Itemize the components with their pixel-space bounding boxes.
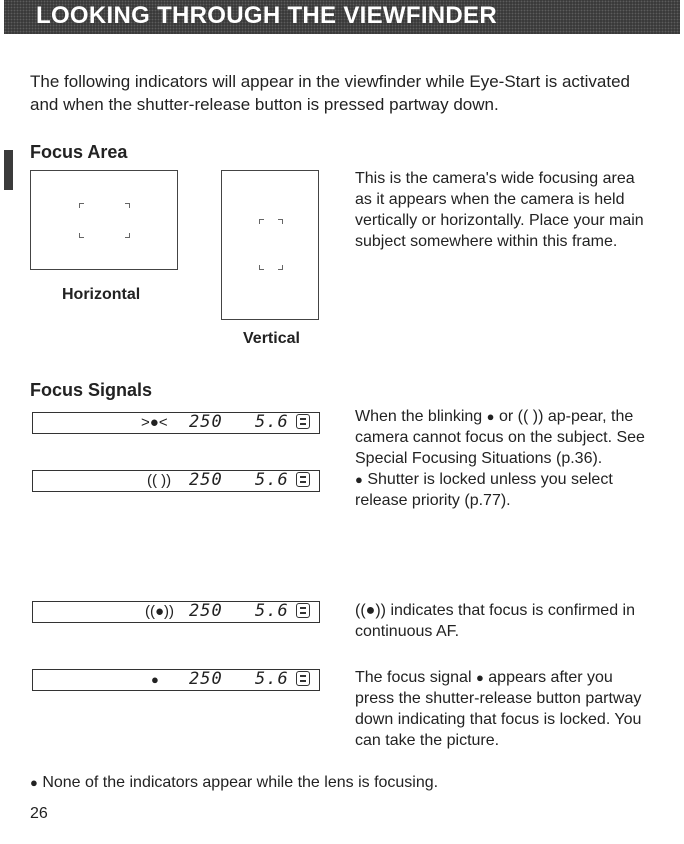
footnote-text: None of the indicators appear while the lens is focusing. xyxy=(42,774,439,791)
shutter-speed-readout: 250 xyxy=(189,412,223,432)
blink-text-2: ap-pear, the camera cannot focus on the subject. See Special Focusing Situations (p.36). xyxy=(355,408,645,467)
display-end-cap xyxy=(316,672,320,688)
shutter-speed-readout: 250 xyxy=(189,470,223,490)
horizontal-frame-diagram xyxy=(30,170,178,270)
horizontal-caption: Horizontal xyxy=(62,286,141,303)
blinking-focus-dot-icon: >●< xyxy=(141,414,168,431)
focus-confirmed-continuous-icon: ((●)) xyxy=(145,603,175,620)
af-area-corner xyxy=(79,203,84,208)
af-area-corner xyxy=(278,265,283,270)
footnote xyxy=(30,774,438,792)
shutter-locked-note: Shutter is locked unless you select release priority (p.77). xyxy=(355,471,613,509)
af-area-corner xyxy=(259,265,264,270)
af-area-corner xyxy=(259,219,264,224)
signal-text-1: The focus signal xyxy=(355,669,472,686)
aperture-readout: 5.6 xyxy=(255,601,289,621)
aperture-readout: 5.6 xyxy=(255,412,289,432)
page-number: 26 xyxy=(30,805,48,822)
brackets-icon: (( )) xyxy=(517,408,544,425)
signal-text-2: appears after you press the shutter-release button partway down indicating that focus is locked. You can take the picture. xyxy=(355,669,642,749)
af-area-corner xyxy=(79,233,84,238)
aperture-readout: 5.6 xyxy=(255,470,289,490)
bullet-icon: ● xyxy=(30,775,38,790)
shutter-speed-readout: 250 xyxy=(189,601,223,621)
metering-mode-icon xyxy=(296,414,310,429)
focus-signal-description xyxy=(355,667,650,751)
continuous-af-description xyxy=(355,600,650,642)
blinking-signal-description xyxy=(355,406,650,511)
focus-dot-icon: ● xyxy=(486,409,495,424)
af-area-corner xyxy=(125,233,130,238)
display-end-cap xyxy=(316,604,320,620)
blink-text-or: or xyxy=(498,408,514,425)
viewfinder-display xyxy=(32,601,320,623)
continuous-text: indicates that focus is confirmed in continuous AF. xyxy=(355,602,635,640)
focus-signals-heading: Focus Signals xyxy=(30,380,153,400)
page-title: LOOKING THROUGH THE VIEWFINDER xyxy=(36,2,497,29)
focus-dot-icon: ● xyxy=(151,672,159,687)
metering-mode-icon xyxy=(296,671,310,686)
af-area-corner xyxy=(278,219,283,224)
section-marker xyxy=(4,150,13,190)
blink-text-1: When the blinking xyxy=(355,408,483,425)
af-area-corner xyxy=(125,203,130,208)
blinking-brackets-icon: (( )) xyxy=(147,472,172,489)
ring-dot-icon: ((●)) xyxy=(355,602,386,619)
viewfinder-display xyxy=(32,470,320,492)
vertical-caption: Vertical xyxy=(243,330,300,347)
aperture-readout: 5.6 xyxy=(255,669,289,689)
vertical-frame-diagram xyxy=(221,170,319,320)
viewfinder-display xyxy=(32,669,320,691)
metering-mode-icon xyxy=(296,472,310,487)
bullet-icon: ● xyxy=(355,472,363,487)
focus-area-description: This is the camera's wide focusing area as it appears when the camera is held vertically or horizontally. Place your main subject somewhere within this frame. xyxy=(355,170,644,250)
intro-paragraph: The following indicators will appear in the viewfinder while Eye-Start is activated and when the shutter-release button is pressed partway down. xyxy=(30,72,631,114)
focus-dot-icon: ● xyxy=(475,670,484,685)
display-end-cap xyxy=(316,473,320,489)
header-banner xyxy=(4,0,680,34)
shutter-speed-readout: 250 xyxy=(189,669,223,689)
viewfinder-display xyxy=(32,412,320,434)
metering-mode-icon xyxy=(296,603,310,618)
focus-area-heading: Focus Area xyxy=(30,142,128,162)
display-end-cap xyxy=(316,415,320,431)
